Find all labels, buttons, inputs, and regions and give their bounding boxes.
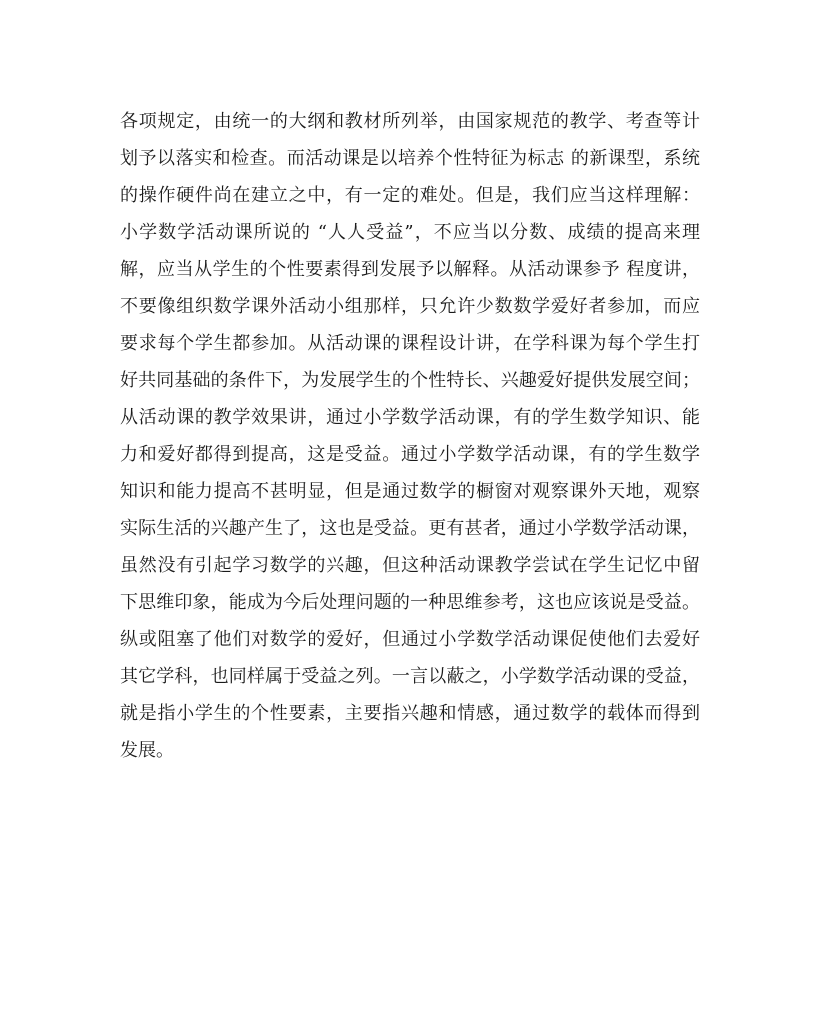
- body-paragraph: [120, 103, 700, 769]
- text-line: 好共同基础的条件下，为发展学生的个性特长、兴趣爱好提供发展空间；: [120, 370, 700, 391]
- text-line: 实际生活的兴趣产生了，这也是受益。更有甚者，通过小学数学活动课，: [120, 518, 700, 539]
- text-line-final: 发展。: [120, 740, 174, 761]
- text-line: 划予以落实和检查。而活动课是以培养个性特征为标志 的新课型，系统: [120, 148, 700, 169]
- text-line: 纵或阻塞了他们对数学的爱好，但通过小学数学活动课促使他们去爱好: [120, 629, 700, 650]
- text-line: 解，应当从学生的个性要素得到发展予以解释。从活动课参予 程度讲，: [120, 259, 700, 280]
- text-line: 要求每个学生都参加。从活动课的课程设计讲，在学科课为每个学生打: [120, 333, 700, 354]
- text-line: 从活动课的教学效果讲，通过小学数学活动课，有的学生数学知识、能: [120, 407, 700, 428]
- text-line: 下思维印象，能成为今后处理问题的一种思维参考，这也应该说是受益。: [120, 592, 700, 613]
- text-line: 就是指小学生的个性要素，主要指兴趣和情感，通过数学的载体而得到: [120, 703, 700, 724]
- text-line: 各项规定，由统一的大纲和教材所列举，由国家规范的教学、考查等计: [120, 111, 700, 132]
- text-line: 知识和能力提高不甚明显，但是通过数学的橱窗对观察课外天地，观察: [120, 481, 700, 502]
- text-line: 虽然没有引起学习数学的兴趣，但这种活动课教学尝试在学生记忆中留: [120, 555, 700, 576]
- text-line: 力和爱好都得到提高，这是受益。通过小学数学活动课，有的学生数学: [120, 444, 700, 465]
- text-line: 小学数学活动课所说的 “人人受益”，不应当以分数、成绩的提高来理: [120, 222, 700, 243]
- text-line: 其它学科，也同样属于受益之列。一言以蔽之，小学数学活动课的受益，: [120, 666, 700, 687]
- text-line: 的操作硬件尚在建立之中，有一定的难处。但是，我们应当这样理解：: [120, 185, 700, 206]
- text-line: 不要像组织数学课外活动小组那样，只允许少数数学爱好者参加，而应: [120, 296, 700, 317]
